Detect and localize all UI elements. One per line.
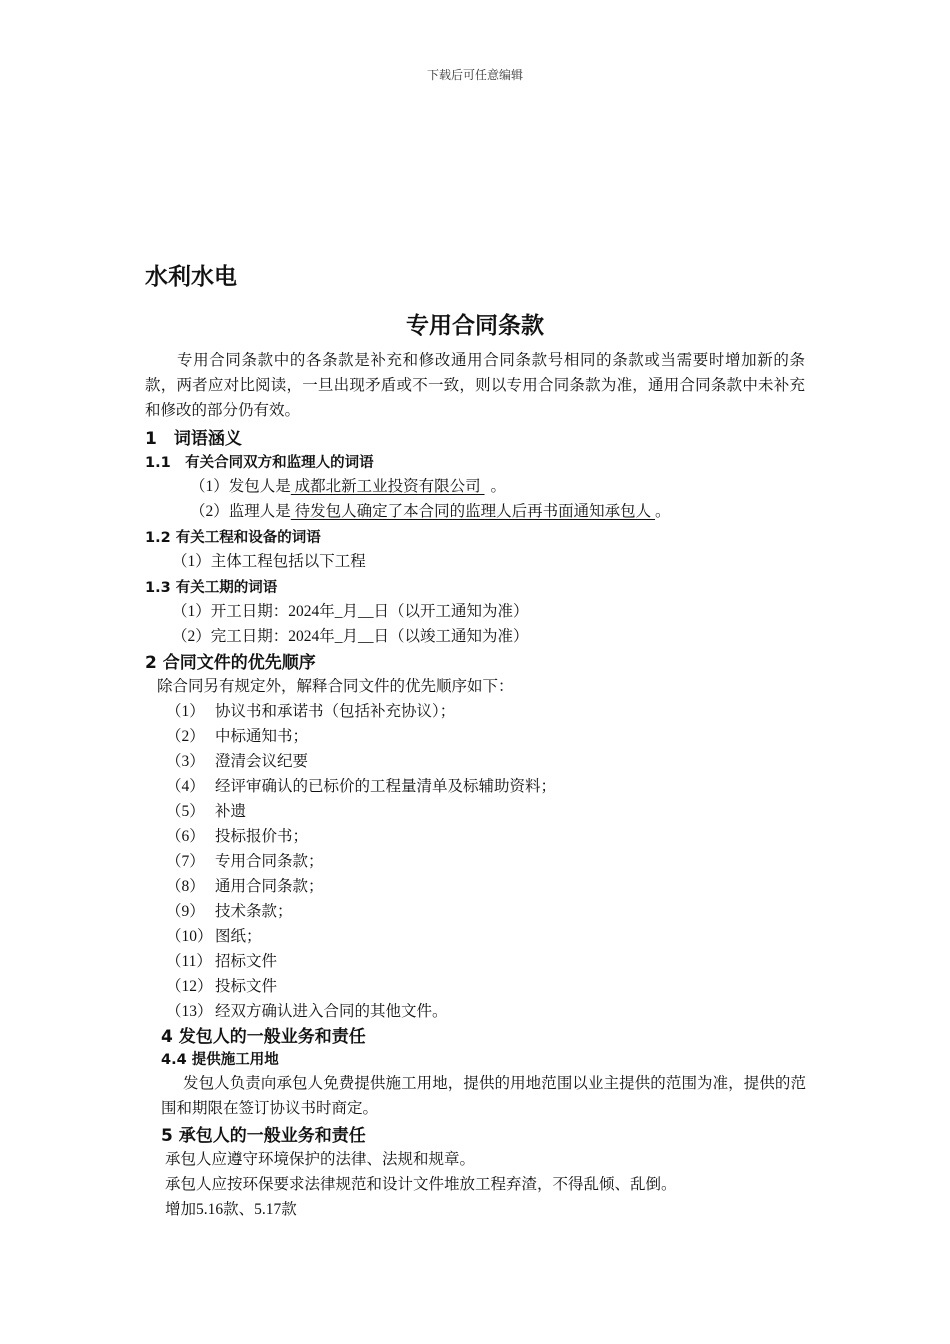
environment-law-line: 承包人应遵守环境保护的法律、法规和规章。	[165, 1151, 476, 1168]
engineer-value: 待发包人确定了本合同的监理人后再书面通知承包人	[290, 503, 656, 520]
engineer-suffix: 。	[655, 503, 671, 520]
section-4-4-heading: 4.4 提供施工用地	[161, 1052, 279, 1068]
list-item: （7） 专用合同条款；	[166, 853, 324, 870]
header-note: 下载后可任意编辑	[426, 68, 523, 82]
site-provision-paragraph: 发包人负责向承包人免费提供施工用地，提供的用地范围以业主提供的范围为准，提供的范围和期限在签订协议书时商定。	[161, 1075, 806, 1117]
list-item: （13） 经双方确认进入合同的其他文件。	[166, 1003, 448, 1020]
priority-lead: 除合同另有规定外，解释合同文件的优先顺序如下：	[157, 678, 514, 695]
list-item: （8） 通用合同条款；	[166, 878, 324, 895]
section-1-heading: 1 词语涵义	[145, 429, 242, 449]
section-1-1-heading: 1.1 有关合同双方和监理人的词语	[145, 455, 374, 471]
section-4-heading: 4 发包人的一般业务和责任	[161, 1027, 366, 1047]
employer-suffix: 。	[490, 478, 507, 495]
section-5-heading: 5 承包人的一般业务和责任	[161, 1126, 366, 1146]
list-item: （11） 招标文件	[166, 953, 278, 970]
employer-value: 成都北新工业投资有限公司	[290, 478, 485, 495]
list-item: （1） 协议书和承诺书（包括补充协议）；	[166, 703, 456, 720]
employer-line	[190, 474, 506, 496]
document-category: 水利水电	[145, 264, 237, 290]
list-item: （10） 图纸；	[166, 928, 262, 945]
list-item: （12） 投标文件	[166, 978, 278, 995]
intro-paragraph: 专用合同条款中的各条款是补充和修改通用合同条款号相同的条款或当需要时增加新的条款，两者应对比阅读，一旦出现矛盾或不一致，则以专用合同条款为准，通用合同条款中未补充和修改的部分仍有效。	[145, 352, 805, 419]
priority-list	[166, 699, 556, 1024]
list-item: （4） 经评审确认的已标价的工程量清单及标辅助资料；	[166, 778, 557, 795]
added-clauses-line: 增加5.16款、5.17款	[165, 1201, 297, 1218]
works-item: （1）主体工程包括以下工程	[172, 553, 366, 570]
engineer-line	[190, 499, 671, 521]
list-item: （5） 补遗	[166, 803, 247, 820]
employer-label: （1）发包人是	[190, 478, 291, 495]
section-1-3-heading: 1.3 有关工期的词语	[145, 580, 278, 596]
section-2-heading: 2 合同文件的优先顺序	[145, 653, 316, 673]
list-item: （9） 技术条款；	[166, 903, 293, 920]
start-date-item: （1）开工日期：2024年_月__日（以开工通知为准）	[172, 603, 529, 620]
list-item: （6） 投标报价书；	[166, 828, 309, 845]
engineer-label: （2）监理人是	[190, 503, 291, 520]
spoil-disposal-line: 承包人应按环保要求法律规范和设计文件堆放工程弃渣，不得乱倾、乱倒。	[165, 1176, 677, 1193]
list-item: （3） 澄清会议纪要	[166, 753, 309, 770]
completion-date-item: （2）完工日期：2024年_月__日（以竣工通知为准）	[172, 628, 529, 645]
document-title: 专用合同条款	[406, 313, 544, 339]
section-1-2-heading: 1.2 有关工程和设备的词语	[145, 530, 321, 546]
list-item: （2） 中标通知书；	[166, 728, 309, 745]
